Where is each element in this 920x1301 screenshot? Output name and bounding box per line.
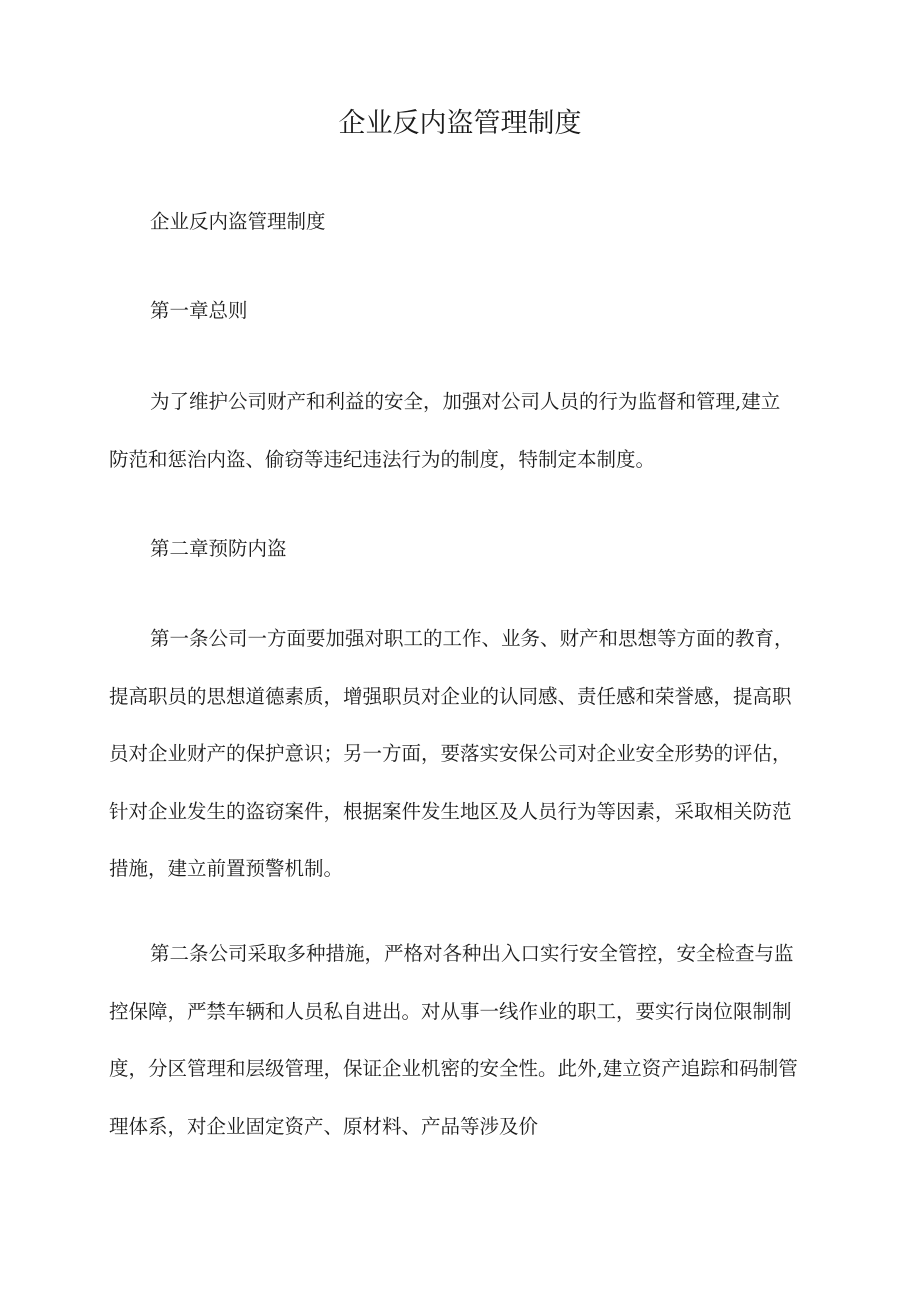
chapter-1-paragraph bbox=[109, 388, 821, 503]
chapter-2-heading: 第二章预防内盗 bbox=[150, 537, 287, 560]
paragraph-line: 为了维护公司财产和利益的安全，加强对公司人员的行为监督和管理,建立 bbox=[150, 390, 781, 413]
paragraph-line: 第二条公司采取多种措施，严格对各种出入口实行安全管控，安全检查与监 bbox=[150, 942, 794, 965]
paragraph-line: 控保障，严禁车辆和人员私自进出。对从事一线作业的职工，要实行岗位限制制 bbox=[109, 999, 792, 1023]
chapter-1-heading: 第一章总则 bbox=[150, 299, 248, 322]
paragraph-line: 防范和惩治内盗、偷窃等违纪违法行为的制度，特制定本制度。 bbox=[109, 447, 656, 471]
document-title: 企业反内盗管理制度 bbox=[338, 108, 582, 139]
paragraph-line: 度，分区管理和层级管理，保证企业机密的安全性。此外,建立资产追踪和码制管 bbox=[109, 1057, 798, 1080]
document-subtitle: 企业反内盗管理制度 bbox=[150, 210, 326, 233]
article-1-paragraph bbox=[109, 625, 821, 913]
article-2-paragraph bbox=[109, 940, 821, 1170]
paragraph-line: 员对企业财产的保护意识；另一方面，要落实安保公司对企业安全形势的评估， bbox=[109, 742, 792, 765]
paragraph-line: 理体系，对企业固定资产、原材料、产品等涉及价 bbox=[109, 1114, 539, 1138]
paragraph-line: 第一条公司一方面要加强对职工的工作、业务、财产和思想等方面的教育， bbox=[150, 627, 794, 650]
paragraph-line: 提高职员的思想道德素质，增强职员对企业的认同感、责任感和荣誉感，提高职 bbox=[109, 684, 792, 708]
paragraph-line: 措施，建立前置预警机制。 bbox=[109, 857, 344, 880]
paragraph-line: 针对企业发生的盗窃案件，根据案件发生地区及人员行为等因素，采取相关防范 bbox=[109, 799, 792, 823]
